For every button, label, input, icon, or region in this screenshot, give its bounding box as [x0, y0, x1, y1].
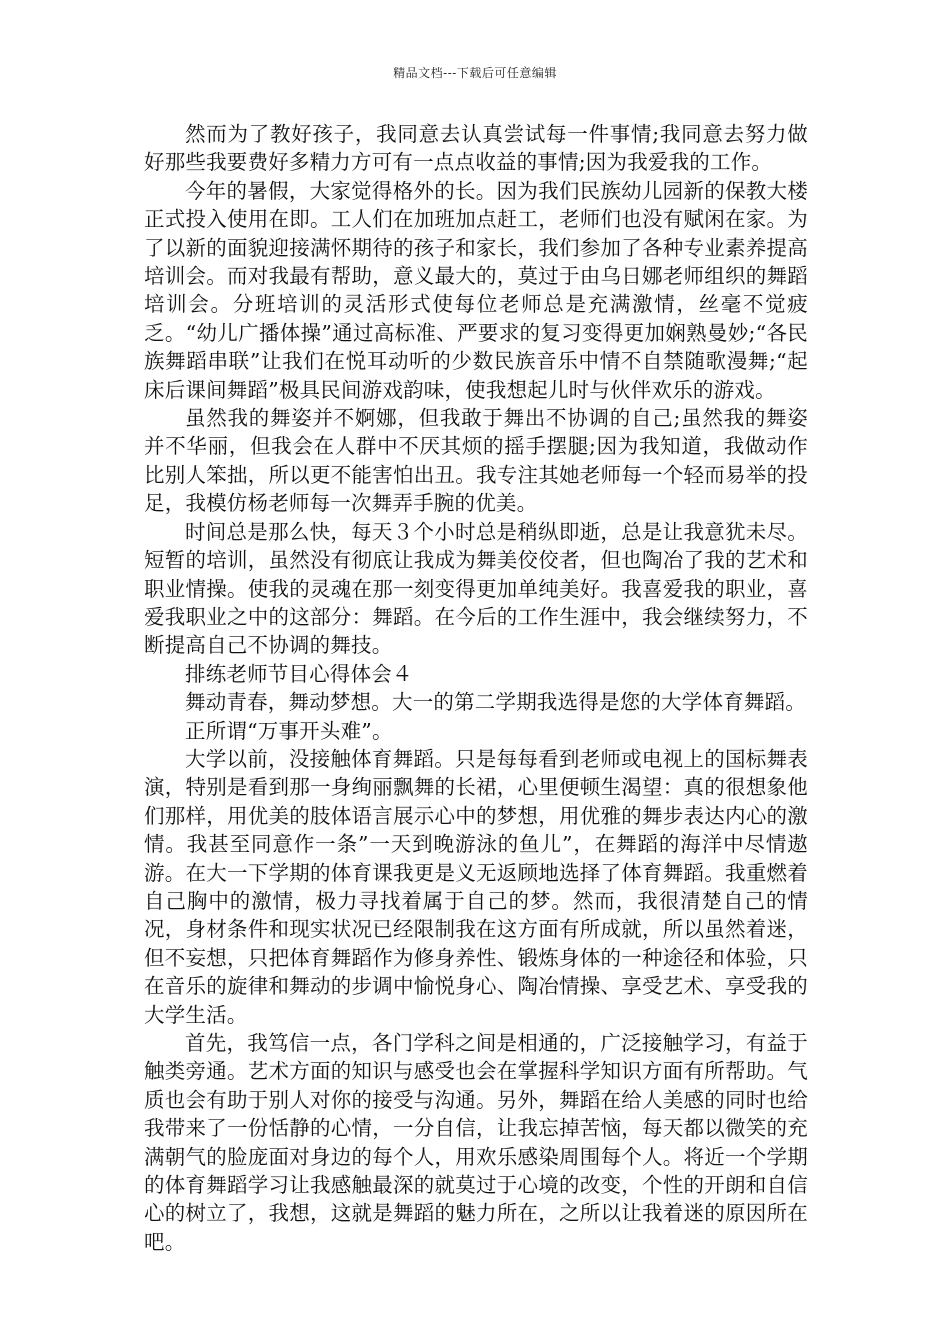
- paragraph: 正所谓“万事开头难”。: [185, 718, 393, 743]
- paragraph: 虽然我的舞姿并不婀娜，但我敢于舞出不协调的自己;虽然我的舞姿并不华丽，但我会在人群中不厌其烦的摇手摆腿;因为我知道，我做动作比别人笨拙，所以更不能害怕出丑。我专注其她老师每一个轻而易举的投足，我模仿杨老师每一次舞弄手腕的优美。: [144, 406, 808, 516]
- section-title: 排练老师节目心得体会４: [185, 661, 413, 686]
- paragraph: 舞动青春，舞动梦想。大一的第二学期我选得是您的大学体育舞蹈。: [185, 690, 806, 715]
- paragraph: 首先，我笃信一点，各门学科之间是相通的，广泛接触学习，有益于触类旁通。艺术方面的知识与感受也会在掌握科学知识方面有所帮助。气质也会有助于别人对你的接受与沟通。另外，舞蹈在给人美感的同时也给我带来了一份恬静的心情，一分自信，让我忘掉苦恼，每天都以微笑的充满朝气的脸庞面对身边的每个人，用欢乐感染周围每个人。将近一个学期的体育舞蹈学习让我感触最深的就莫过于心境的改变，个性的开朗和自信心的树立了，我想，这就是舞蹈的魅力所在，之所以让我着迷的原因所在吧。: [144, 1031, 808, 1254]
- paragraph: 然而为了教好孩子，我同意去认真尝试每一件事情;我同意去努力做好那些我要费好多精力方可有一点点收益的事情;因为我爱我的工作。: [144, 122, 808, 175]
- paragraph: 今年的暑假，大家觉得格外的长。因为我们民族幼儿园新的保教大楼正式投入使用在即。工人们在加班加点赶工，老师们也没有赋闲在家。为了以新的面貌迎接满怀期待的孩子和家长，我们参加了各种专业素养提高培训会。而对我最有帮助，意义最大的，莫过于由乌日娜老师组织的舞蹈培训会。分班培训的灵活形式使每位老师总是充满激情，丝毫不觉疲乏。“幼儿广播体操”通过高标准、严要求的复习变得更加娴熟曼妙;“各民族舞蹈串联”让我们在悦耳动听的少数民族音乐中情不自禁随歌漫舞;“起床后课间舞蹈”极具民间游戏韵味，使我想起儿时与伙伴欢乐的游戏。: [144, 178, 808, 402]
- page-header: 精品文档---下载后可任意编辑: [393, 66, 557, 80]
- document-body: [144, 120, 808, 1256]
- paragraph: 大学以前，没接触体育舞蹈。只是每每看到老师或电视上的国标舞表演，特别是看到那一身绚丽飘舞的长裙，心里便顿生渴望：真的很想象他们那样，用优美的肢体语言展示心中的梦想，用优雅的舞步表达内心的激情。我甚至同意作一条”一天到晚游泳的鱼儿”，在舞蹈的海洋中尽情遨游。在大一下学期的体育课我更是义无返顾地选择了体育舞蹈。我重燃着自己胸中的激情，极力寻找着属于自己的梦。然而，我很清楚自己的情况，身材条件和现实状况已经限制我在这方面有所成就，所以虽然着迷，但不妄想，只把体育舞蹈作为修身养性、锻炼身体的一种途径和体验，只在音乐的旋律和舞动的步调中愉悦身心、陶冶情操、享受艺术、享受我的大学生活。: [144, 746, 808, 1027]
- paragraph: 时间总是那么快，每天３个小时总是稍纵即逝，总是让我意犹未尽。短暂的培训，虽然没有彻底让我成为舞美佼佼者，但也陶冶了我的艺术和职业情操。使我的灵魂在那一刻变得更加单纯美好。我喜爱我的职业，喜爱我职业之中的这部分：舞蹈。在今后的工作生涯中，我会继续努力，不断提高自己不协调的舞技。: [144, 519, 808, 658]
